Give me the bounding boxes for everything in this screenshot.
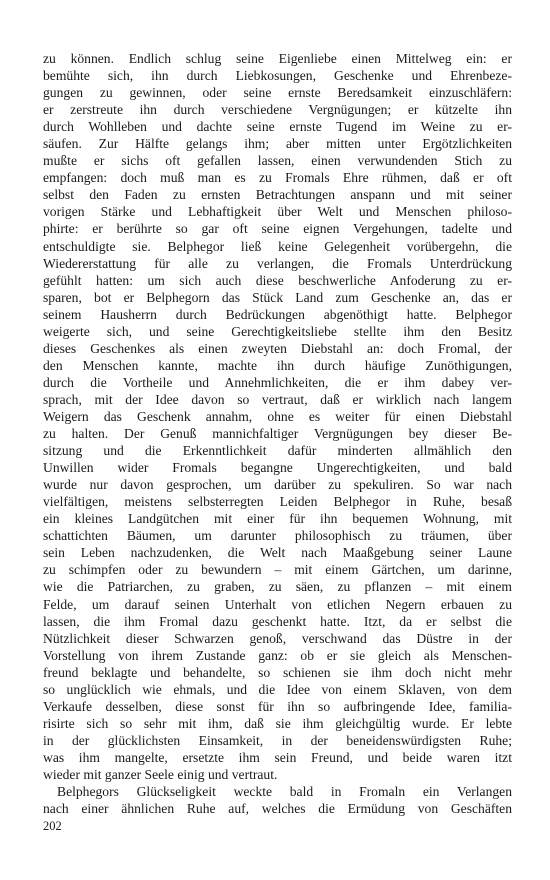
text-line: empfangen: doch muß man es zu Fromals Ehre rühmen, daß er oft xyxy=(43,170,512,186)
body-text xyxy=(43,50,512,817)
text-line: nach einer ähnlichen Ruhe auf, welches die Ermüdung von Geschäften xyxy=(43,801,512,817)
text-line: sitzung und die Erkenntlichkeit dafür minderten allmählich den xyxy=(43,443,512,459)
text-line: weigerte sich, und seine Gerechtigkeitsliebe stellte ihm den Besitz xyxy=(43,323,512,339)
text-line: Weigern das Geschenk annahm, ohne es weiter für einen Diebstahl xyxy=(43,408,512,424)
text-line: was ihm mangelte, ersetzte ihm sein Freund, und beide waren itzt xyxy=(43,749,512,765)
text-line: gungen zu gewinnen, oder seine ernste Beredsamkeit einzuschläfern: xyxy=(43,85,512,101)
text-line: lassen, die ihm Fromal dazu geschenkt hatte. Itzt, da er selbst die xyxy=(43,613,512,629)
text-line: Felde, um darauf seinen Unterhalt von etlichen Negern erbauen zu xyxy=(43,596,512,612)
text-line: schattichten Bäumen, um darunter philosophisch zu träumen, über xyxy=(43,528,512,544)
page-number: 202 xyxy=(43,819,62,833)
text-line: zu halten. Der Genuß mannichfaltiger Vergnügungen bey dieser Be- xyxy=(43,426,512,442)
text-line: wurde nur davon gesprochen, um darüber zu spekuliren. So war nach xyxy=(43,477,512,493)
text-line: dieses Geschenkes als einen zweyten Diebstahl an: doch Fromal, der xyxy=(43,340,512,356)
text-line: vorigen Stärke und Lebhaftigkeit über Welt und Menschen philoso- xyxy=(43,204,512,220)
text-line: selbst den Faden zu ernsten Betrachtungen anspann und mit seiner xyxy=(43,187,512,203)
text-line: Wiedererstattung für alle zu verlangen, die Fromals Unterdrückung xyxy=(43,255,512,271)
text-line: bemühte sich, ihn durch Liebkosungen, Geschenke und Ehrenbeze- xyxy=(43,68,512,84)
text-line: Belphegors Glückseligkeit weckte bald in Fromaln ein Verlangen xyxy=(57,784,512,800)
text-line: sein Leben nachzudenken, die Welt nach Maaßgebung seiner Laune xyxy=(43,545,512,561)
text-line: den Menschen kannte, machte ihn durch häufige Zunöthigungen, xyxy=(43,357,512,373)
text-line: mußte er sichs oft gefallen lassen, einen verwundenden Stich zu xyxy=(43,153,512,169)
text-line: phirte: er berührte so gar oft seine eignen Vergehungen, tadelte und xyxy=(43,221,512,237)
text-line: zu können. Endlich schlug seine Eigenliebe einen Mittelweg ein: er xyxy=(43,51,512,66)
text-line: vielfältigen, meistens selbsterregten Leiden Belphegor in Ruhe, besaß xyxy=(43,494,512,510)
text-line: durch die Vortheile und Annehmlichkeiten, die er ihm dabey ver- xyxy=(43,374,512,390)
text-line: durch Wohlleben und dachte seine ernste Tugend im Weine zu er- xyxy=(43,119,512,135)
text-line: in der glücklichsten Einsamkeit, in der beneidenswürdigsten Ruhe; xyxy=(43,732,512,748)
text-line: Unwillen wider Fromals begangne Ungerechtigkeiten, und bald xyxy=(43,460,512,476)
text-line: wie die Patriarchen, zu graben, zu säen, zu pflanzen – mit einem xyxy=(43,579,512,595)
text-line: risirte sich so sehr mit ihm, daß sie ihm gleichgültig wurde. Er lebte xyxy=(43,715,512,731)
text-line: sparen, bot er Belphegorn das Stück Land zum Geschenke an, das er xyxy=(43,289,512,305)
text-line: seinem Hausherrn durch Bedrückungen abgenöthigt hatte. Belphegor xyxy=(43,306,512,322)
text-line: säufen. Zur Hälfte gelangs ihm; aber mitten unter Ergötzlichkeiten xyxy=(43,136,512,152)
text-line: er zerstreute ihn durch verschiedene Vergnügungen; er kützelte ihn xyxy=(43,102,512,118)
text-line: sprach, mit der Idee davon so vertraut, daß er wirklich nach langem xyxy=(43,391,512,407)
text-line: ein kleines Landgütchen mit einer für ihn bequemen Wohnung, mit xyxy=(43,511,512,527)
text-line: entschuldigte sie. Belphegor ließ keine Gelegenheit vorübergehn, die xyxy=(43,238,512,254)
text-line: gefühlt hatten: um sich auch diese beschwerliche Anfoderung zu er- xyxy=(43,272,512,288)
text-line: zu schimpfen oder zu bewundern – mit einem Gärtchen, um darinne, xyxy=(43,562,512,578)
text-line: wieder mit ganzer Seele einig und vertraut. xyxy=(43,766,278,782)
text-line: Nützlichkeit dieser Schwarzen genoß, verschwand das Düstre in der xyxy=(43,630,512,646)
text-line: Verkaufe desselben, diese sonst für ihn so aufbringende Idee, familia- xyxy=(43,698,512,714)
text-line: Vorstellung von ihrem Zustande ganz: ob er sie gleich als Menschen- xyxy=(43,647,512,663)
text-line: freund beklagte und behandelte, so schienen sie ihm doch nicht mehr xyxy=(43,664,512,680)
text-line: so unglücklich wie ehmals, und die Idee von einem Sklaven, von dem xyxy=(43,681,512,697)
